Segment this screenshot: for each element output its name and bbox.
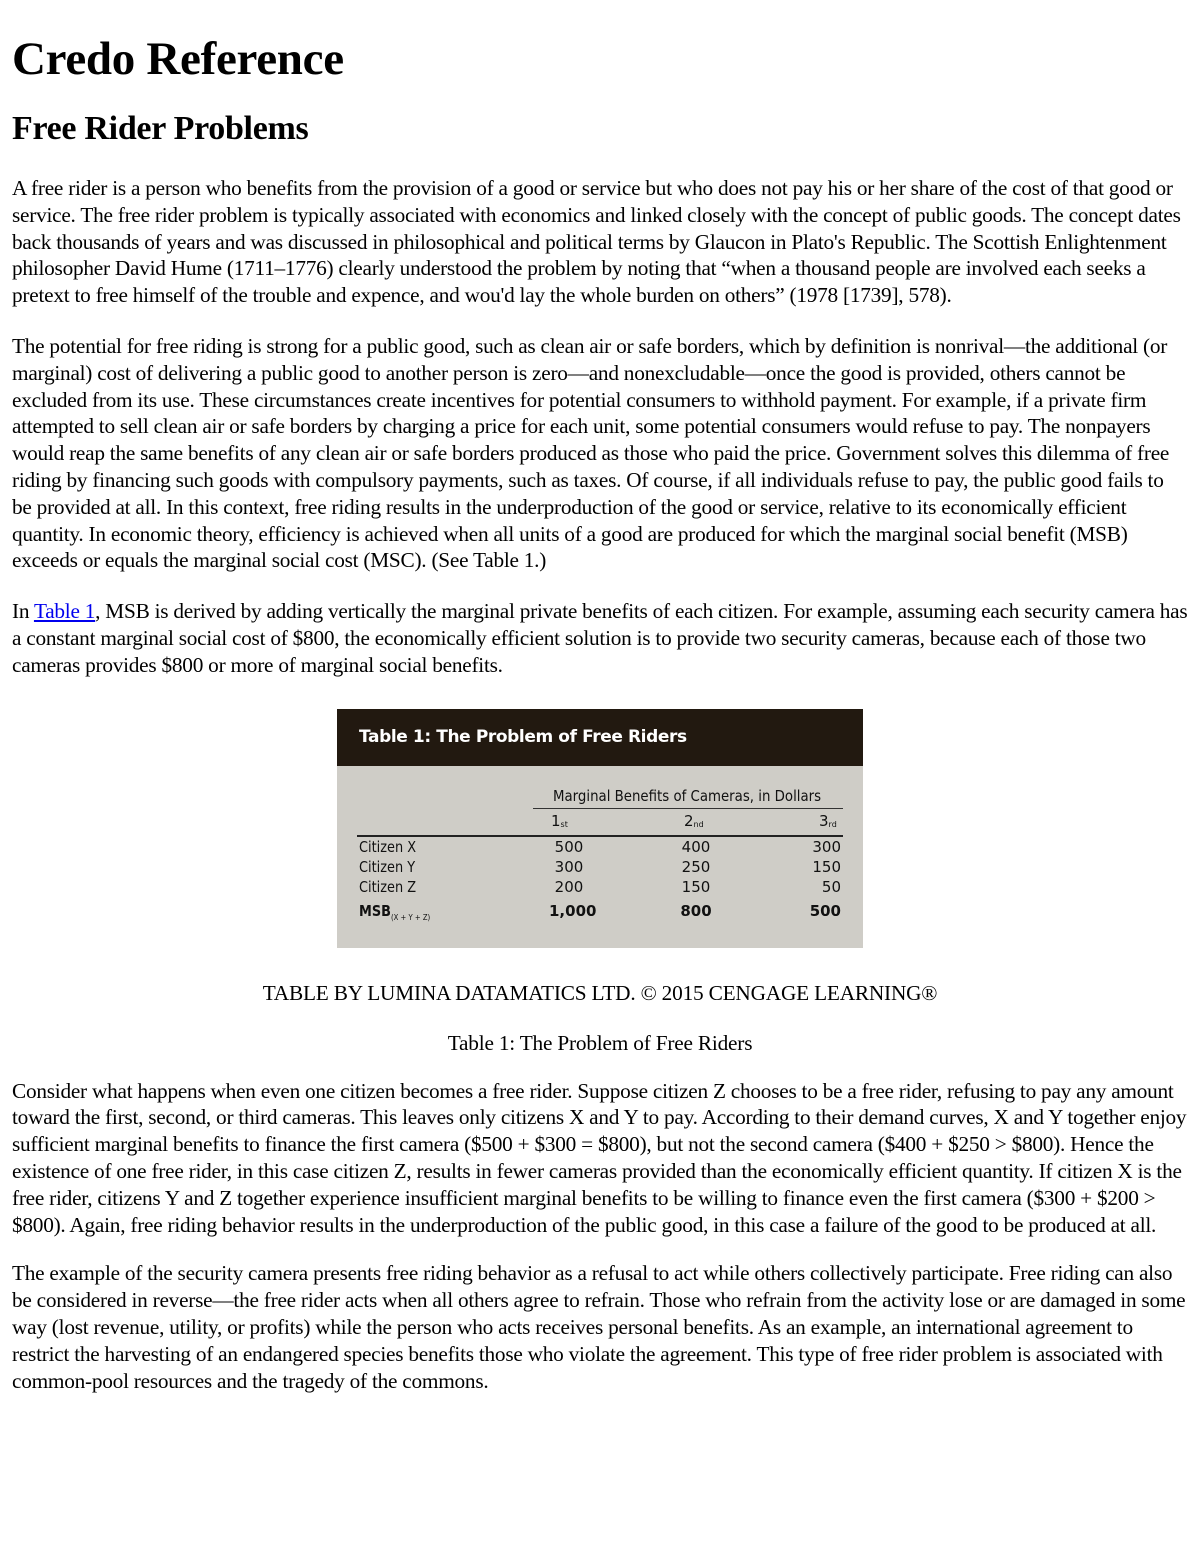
table-row-msb (337, 902, 863, 922)
paragraph-common-pool: The example of the security camera presents free riding behavior as a refusal to act while others collectively participate. Free riding can also be considered in reverse—the free rider acts when all others agree to refrain. Those who refrain from the activity lose or are damaged in some way (lost revenue, utility, or profits) while the person who acts receives personal benefits. As an example, an international agreement to restrict the harvesting of an endangered species benefits those who violate the agreement. This type of free rider problem is associated with common-pool resources and the tragedy of the commons. (12, 1261, 1186, 1393)
para3-prefix: In (12, 599, 34, 624)
table-credit: TABLE BY LUMINA DATAMATICS LTD. © 2015 CENGAGE LEARNING® (262, 980, 938, 1005)
row-label-msb: $MSB_{(X + Y + Z)}$ (359, 901, 431, 922)
table-cell: 500 (809, 901, 841, 920)
site-title: Credo Reference (12, 33, 344, 85)
table-cell: 200 (554, 877, 584, 896)
column-head-2nd: $2_{nd}$ (684, 811, 704, 830)
table-row (337, 858, 863, 878)
table-figure-wrap (12, 709, 1188, 948)
table-row (337, 838, 863, 858)
paragraph-free-rider-example: Consider what happens when even one citizen becomes a free rider. Suppose citizen Z chooses to be a free rider, refusing to pay any amount toward the first, second, or third cameras. This leaves only citizens X and Y to pay. According to their demand curves, X and Y together enjoy sufficient marginal benefits to finance the first camera ($500 + $300 = $800), but not the second camera ($400 + $250 > $800). Hence the existence of one free rider, in this case citizen Z, results in fewer cameras provided than the economically efficient quantity. If citizen X is the free rider, citizens Y and Z together experience insufficient marginal benefits to be willing to finance even the first camera ($300 + $200 > $800). Again, free riding behavior results in the underproduction of the public good, in this case a failure of the good to be produced at all. (12, 1078, 1187, 1237)
table-body (337, 766, 863, 948)
table-title: Table 1: The Problem of Free Riders (337, 709, 863, 766)
paragraph-public-goods: The potential for free riding is strong for a public good, such as clean air or safe borders, which by definition is nonrival—the additional (or marginal) cost of delivering a public good to another person is zero—and nonexcludable—once the good is provided, others cannot be excluded from its use. These circumstances create incentives for potential consumers to withhold payment. For example, if a private firm attempted to sell clean air or safe borders by charging a price for each unit, some potential consumers would refuse to pay. The nonpayers would reap the same benefits of any clean air or safe borders produced as those who paid the price. Government solves this dilemma of free riding by financing such goods with compulsory payments, such as taxes. Of course, if all individuals refuse to pay, the public good fails to be provided at all. In this context, free riding results in the underproduction of the good or service, relative to its economically efficient quantity. In economic theory, efficiency is achieved when all units of a good are produced for which the marginal social benefit (MSB) exceeds or equals the marginal social cost (MSC). (See Table 1.) (12, 333, 1170, 573)
paragraph-intro: A free rider is a person who benefits from the provision of a good or service but who does not pay his or her share of the cost of that good or service. The free rider problem is typically associated with economics and linked closely with the concept of public goods. The concept dates back thousands of years and was discussed in philosophical and political terms by Glaucon in Plato's Republic. The Scottish Enlightenment philosopher David Hume (1711–1776) clearly understood the problem by noting that “when a thousand people are involved each seeks a pretext to free himself of the trouble and expence, and wou'd lay the whole burden on others” (1978 [1739], 578). (12, 176, 1181, 308)
table-cell: 50 (821, 877, 841, 896)
table-cell: 150 (812, 857, 841, 876)
table-cell: 250 (681, 857, 711, 876)
column-head-1st: $1_{st}$ (551, 811, 568, 830)
row-label-citizen-x: Citizen X (359, 837, 417, 856)
table-image (337, 709, 863, 948)
row-label-citizen-z: Citizen Z (359, 877, 417, 896)
table-cell: 1,000 (549, 901, 597, 920)
article-title: Free Rider Problems (12, 110, 309, 147)
para3-suffix: , MSB is derived by adding vertically the marginal private benefits of each citizen. For example, assuming each security camera has a constant marginal social cost of $800, the economically efficient solution is to provide two security cameras, because each of those two cameras provides $800 or more of marginal social benefits. (12, 599, 1188, 677)
table-row (337, 878, 863, 898)
table-cell: 150 (681, 877, 711, 896)
row-label-citizen-y: Citizen Y (359, 857, 416, 876)
table-group-label: Marginal Benefits of Cameras, in Dollars (553, 786, 822, 805)
table-cell: 800 (680, 901, 712, 920)
paragraph-table-reference (12, 598, 1188, 678)
table-cell: 500 (554, 837, 584, 856)
msb-subscript: (X + Y + Z) (390, 912, 431, 922)
table-caption: Table 1: The Problem of Free Riders (447, 1030, 753, 1055)
column-head-3rd: $3_{rd}$ (819, 811, 837, 830)
table-rule-header (357, 835, 843, 837)
table-cell: 400 (681, 837, 711, 856)
table-1-link[interactable]: Table 1 (33, 599, 96, 624)
table-rule-top (533, 808, 843, 809)
table-cell: 300 (554, 857, 584, 876)
table-cell: 300 (812, 837, 841, 856)
